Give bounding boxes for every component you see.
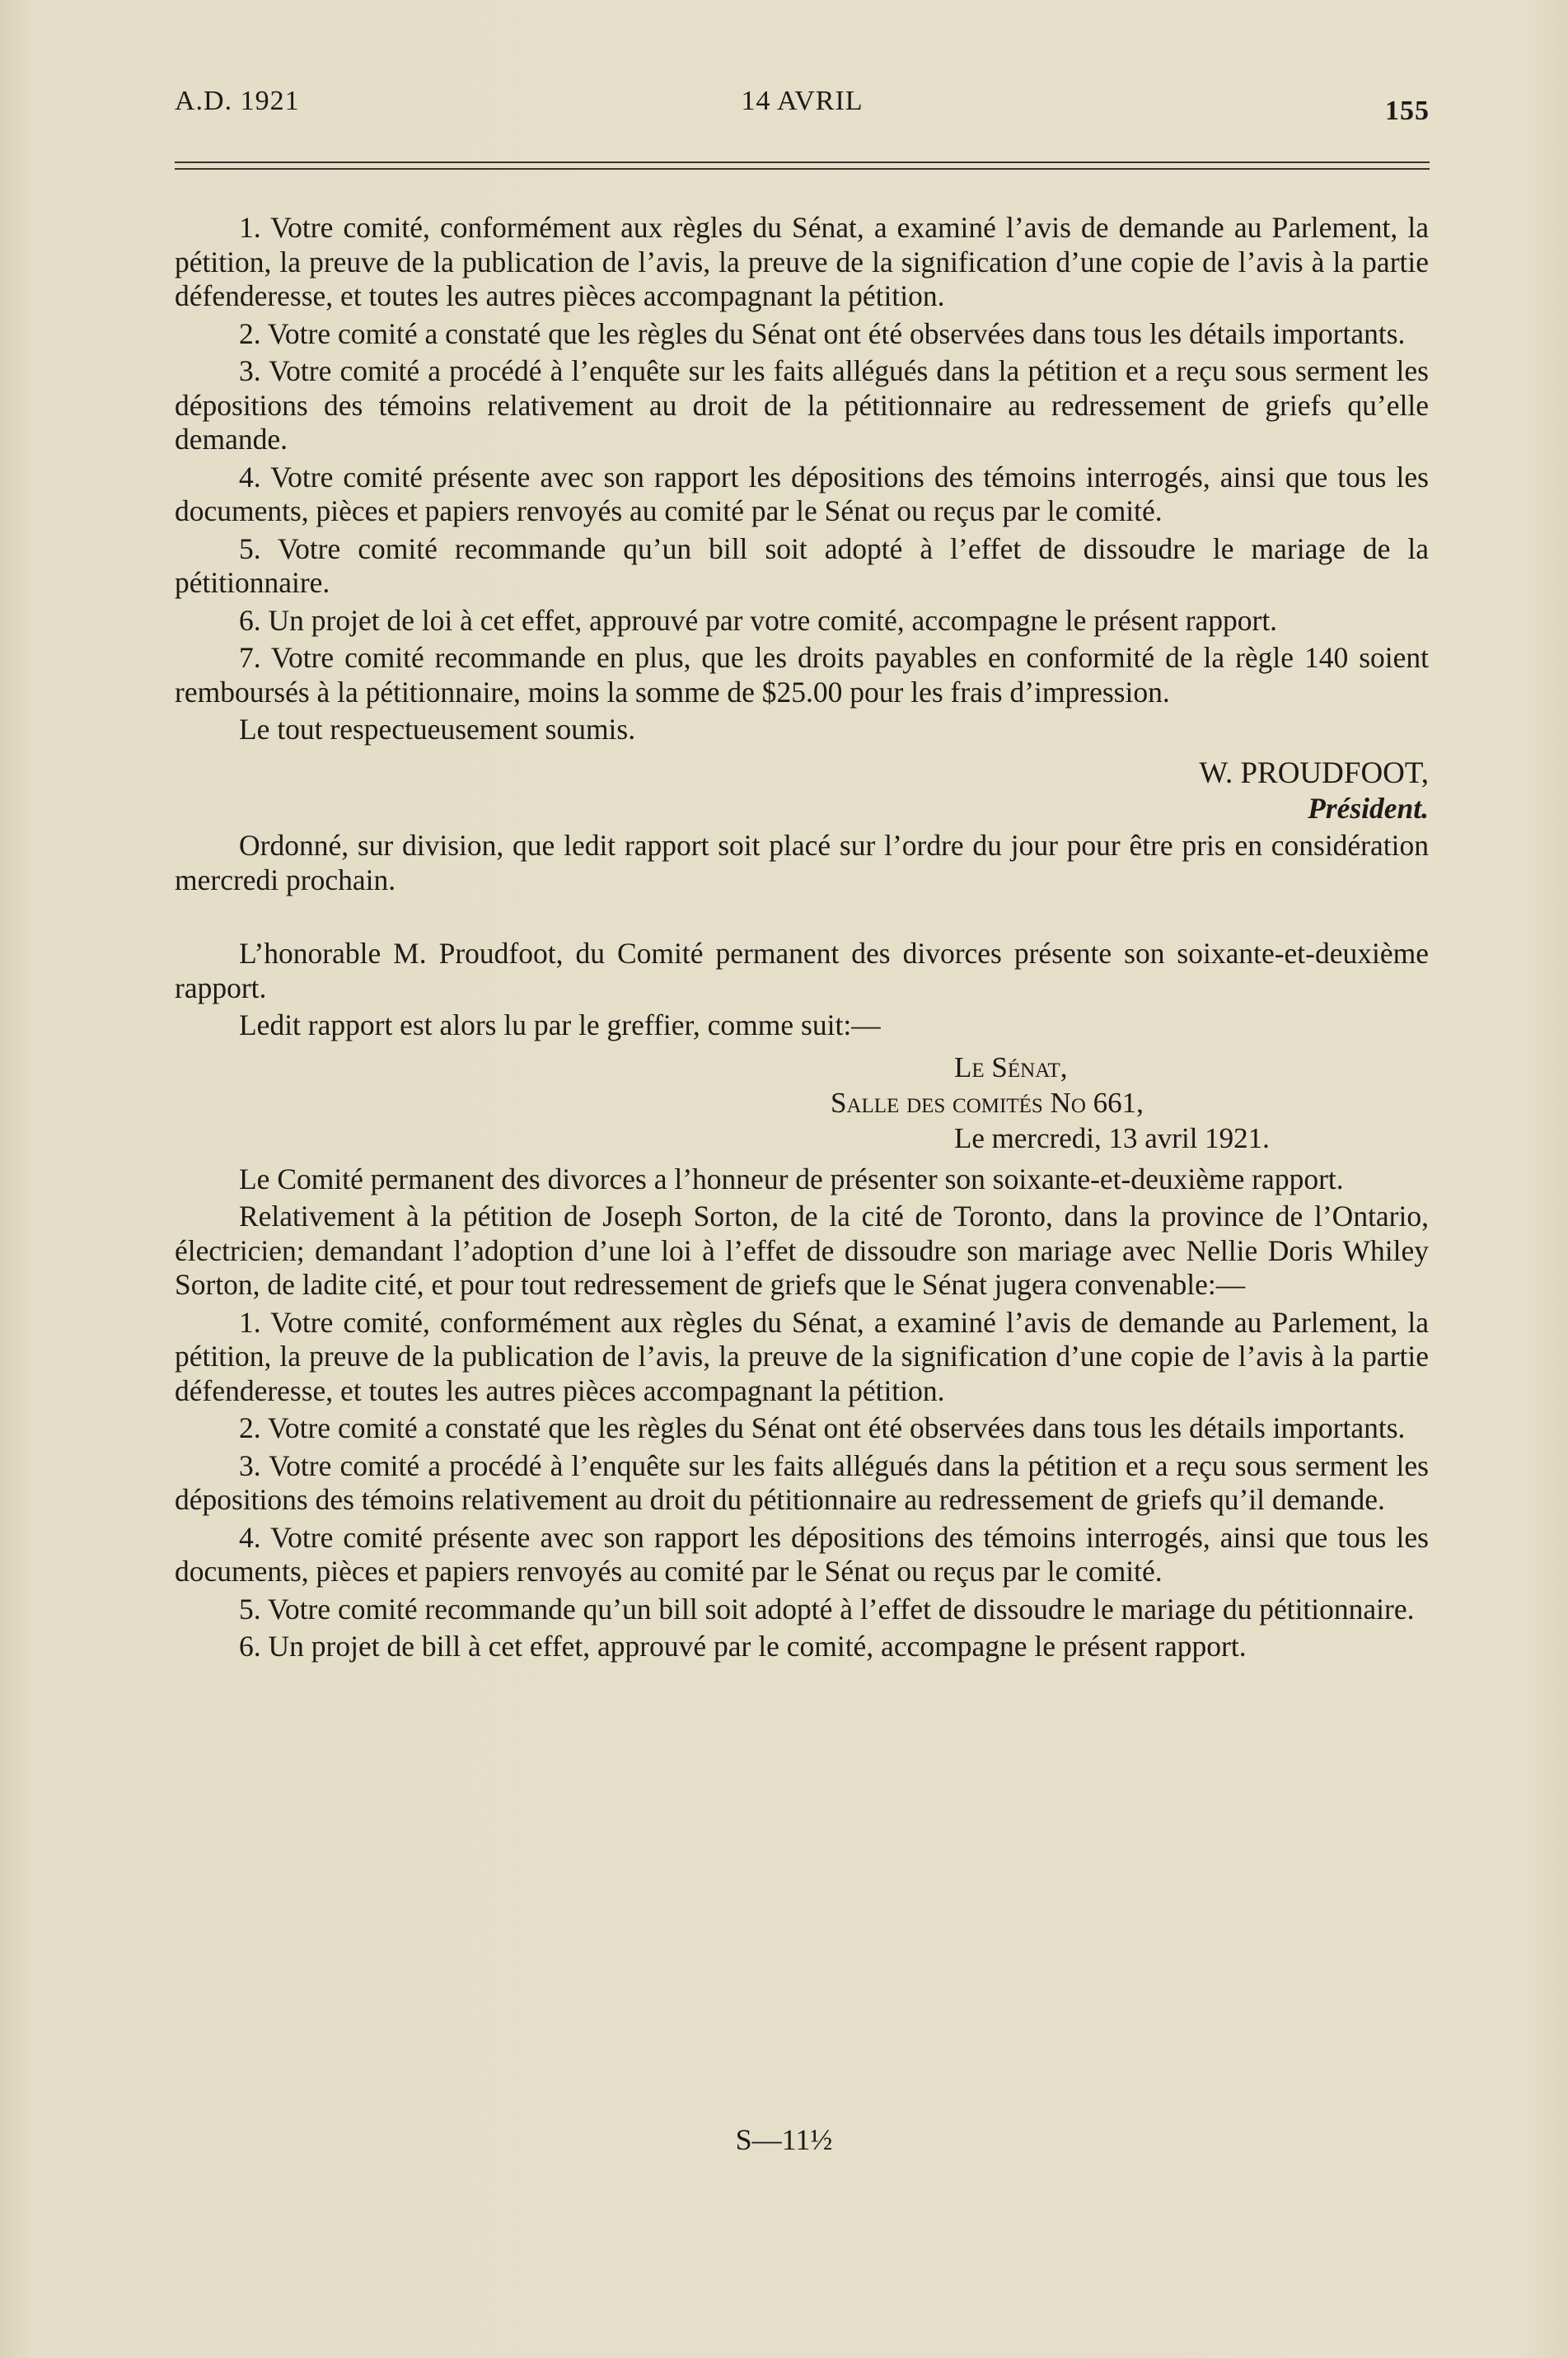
printer-signature-mark: S—11½ bbox=[735, 2123, 833, 2156]
address-room: Salle des comités No 661, bbox=[831, 1086, 1144, 1119]
header-date: 14 AVRIL bbox=[741, 86, 864, 116]
address-date: Le mercredi, 13 avril 1921. bbox=[954, 1121, 1270, 1154]
report1-item-1: 1. Votre comité, conformément aux règles du Sénat, a examiné l’avis de demande au Parlement, la pétition, la preuve de la publication de l’avis, la preuve de la signification d’une copie de l’avis à la partie défenderesse, et toutes les autres pièces accompagnant la pétition. bbox=[175, 211, 1429, 312]
report-address-block bbox=[175, 1050, 1429, 1156]
report2-read: Ledit rapport est alors lu par le greffier, comme suit:— bbox=[239, 1008, 881, 1041]
page-header bbox=[175, 86, 1430, 135]
address-senate: Le Sénat, bbox=[954, 1050, 1068, 1083]
header-year: A.D. 1921 bbox=[175, 86, 300, 116]
page-body bbox=[175, 211, 1429, 1668]
report2-item-2: 2. Votre comité a constaté que les règles du Sénat ont été observées dans tous les détails importants. bbox=[239, 1411, 1406, 1444]
page-number: 155 bbox=[1385, 96, 1430, 126]
signature-name: W. PROUDFOOT, bbox=[1199, 756, 1429, 790]
header-rule-bottom bbox=[175, 168, 1430, 170]
report2-item-1: 1. Votre comité, conformément aux règles du Sénat, a examiné l’avis de demande au Parlement, la pétition, la preuve de la publication de l’avis, la preuve de la signification d’une copie de l’avis à la partie défenderesse, et toutes les autres pièces accompagnant la pétition. bbox=[175, 1305, 1429, 1407]
report2-intro: L’honorable M. Proudfoot, du Comité permanent des divorces présente son soixante-et-deuxième rapport. bbox=[175, 937, 1429, 1004]
report1-item-4: 4. Votre comité présente avec son rapport les dépositions des témoins interrogés, ainsi que tous les documents, pièces et papiers renvoyés au comité par le Sénat ou reçus par le comité. bbox=[175, 460, 1429, 527]
report2-item-4: 4. Votre comité présente avec son rapport les dépositions des témoins interrogés, ainsi que tous les documents, pièces et papiers renvoyés au comité par le Sénat ou reçus par le comité. bbox=[175, 1520, 1429, 1588]
report2-subject: Relativement à la pétition de Joseph Sorton, de la cité de Toronto, dans la province de l’Ontario, électricien; demandant l’adoption d’une loi à l’effet de dissoudre son mariage avec Nellie Doris Whiley Sorton, de ladite cité, et pour tout redressement de griefs que le Sénat jugera convenable:— bbox=[175, 1200, 1429, 1301]
report2-item-5: 5. Votre comité recommande qu’un bill soit adopté à l’effet de dissoudre le mariage du pétitionnaire. bbox=[239, 1592, 1415, 1626]
signature-title: Président. bbox=[1308, 791, 1429, 825]
report1-item-5: 5. Votre comité recommande qu’un bill soit adopté à l’effet de dissoudre le mariage de la pétitionnaire. bbox=[175, 531, 1429, 599]
report1-item-3: 3. Votre comité a procédé à l’enquête sur les faits allégués dans la pétition et a reçu sous serment les dépositions des témoins relativement au droit de la pétitionnaire au redressement de griefs qu’elle demande. bbox=[175, 354, 1429, 456]
report1-closing: Le tout respectueusement soumis. bbox=[239, 713, 636, 746]
section-gap bbox=[175, 901, 1429, 937]
report1-item-6: 6. Un projet de loi à cet effet, approuvé par votre comité, accompagne le présent rapport. bbox=[239, 603, 1278, 637]
order-paragraph: Ordonné, sur division, que ledit rapport soit placé sur l’ordre du jour pour être pris en considération mercredi prochain. bbox=[175, 829, 1429, 896]
report1-item-2: 2. Votre comité a constaté que les règles du Sénat ont été observées dans tous les détails importants. bbox=[239, 316, 1406, 350]
header-rule-top bbox=[175, 161, 1430, 163]
report2-item-6: 6. Un projet de bill à cet effet, approuvé par le comité, accompagne le présent rapport. bbox=[239, 1630, 1247, 1663]
report2-preamble: Le Comité permanent des divorces a l’honneur de présenter son soixante-et-deuxième rapport. bbox=[239, 1162, 1344, 1195]
report1-item-7: 7. Votre comité recommande en plus, que les droits payables en conformité de la règle 140 soient remboursés à la pétitionnaire, moins la somme de $25.00 pour les frais d’impression. bbox=[175, 641, 1429, 709]
report2-item-3: 3. Votre comité a procédé à l’enquête sur les faits allégués dans la pétition et a reçu sous serment les dépositions des témoins relativement au droit du pétitionnaire au redressement de griefs qu’il demande. bbox=[175, 1448, 1429, 1516]
